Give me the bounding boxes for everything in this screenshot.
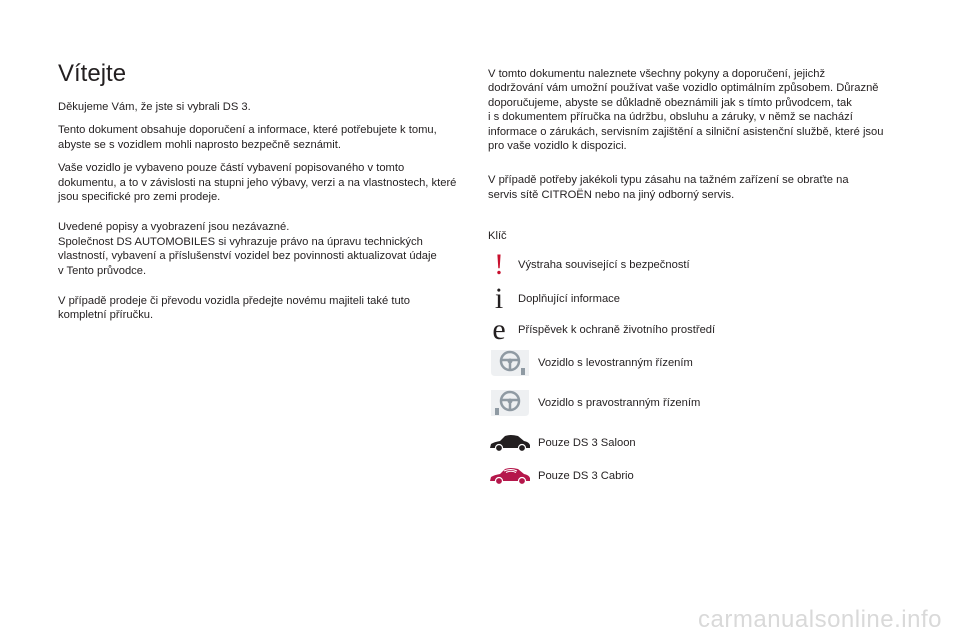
legend-item-environment xyxy=(488,315,715,345)
disclaimer-paragraph: Uvedené popisy a vyobrazení jsou nezávazné. Společnost DS AUTOMOBILES si vyhrazuje právo na úpravu technických vlastností, vybavení a příslušenství vozidel bez povinnosti aktualizovat údaje v Tento průvodce. xyxy=(58,221,437,277)
legend-item-warning xyxy=(488,250,690,280)
page-title: Vítejte xyxy=(58,60,127,87)
instructions-paragraph: V tomto dokumentu naleznete všechny pokyny a doporučení, jejichž dodržování vám umožní používat vaše vozidlo optimálním způsobem. Důrazně doporučujeme, abyste se důkladně obeznámili jak s tímto průvodcem, tak i s dokumentem příručka na údržbu, obsluhu a záruky, v němž se nachází informace o zárukách, servisním zajištění a silniční asistenční službě, které jsou pro vaše vozidlo k dispozici. xyxy=(488,68,884,153)
legend-label: Vozidlo s levostranným řízením xyxy=(538,357,693,369)
legend-label: Doplňující informace xyxy=(518,293,620,305)
left-hand-drive-icon xyxy=(488,346,532,380)
saloon-car-icon xyxy=(488,432,532,454)
legend-label: Pouze DS 3 Cabrio xyxy=(538,470,634,482)
legend-label: Příspěvek k ochraně životního prostředí xyxy=(518,324,716,336)
right-column xyxy=(488,67,898,202)
watermark: carmanualsonline.info xyxy=(698,606,942,633)
document-purpose-paragraph: Tento dokument obsahuje doporučení a informace, které potřebujete k tomu, abyste se s vozidlem mohli naprosto bezpečně seznámit. xyxy=(58,124,437,151)
resale-paragraph: V případě prodeje či převodu vozidla předejte novému majiteli také tuto kompletní příručku. xyxy=(58,295,410,322)
info-icon: i xyxy=(494,282,504,315)
legend-item-info xyxy=(488,284,620,314)
towing-paragraph: V případě potřeby jakékoli typu zásahu na tažném zařízení se obraťte na servis sítě CITROËN nebo na jiný odborný servis. xyxy=(488,174,849,201)
legend-item-left-hand-drive xyxy=(488,346,693,380)
equipment-paragraph: Vaše vozidlo je vybaveno pouze částí vybavení popisovaného v tomto dokumentu, a to v závislosti na stupni jeho výbavy, verzi a na vlastnostech, které jsou specifické pro zemi prodeje. xyxy=(58,162,457,204)
key-title: Klíč xyxy=(488,230,507,242)
warning-icon: ! xyxy=(494,248,504,281)
environment-icon: e xyxy=(492,313,506,346)
legend-item-saloon xyxy=(488,432,636,454)
left-column xyxy=(58,100,463,323)
legend-label: Vozidlo s pravostranným řízením xyxy=(538,397,701,409)
legend-label: Výstraha související s bezpečností xyxy=(518,259,690,271)
legend-item-cabrio xyxy=(488,465,634,487)
right-hand-drive-icon xyxy=(488,386,532,420)
cabrio-car-icon xyxy=(488,465,532,487)
legend-item-right-hand-drive xyxy=(488,386,700,420)
legend-label: Pouze DS 3 Saloon xyxy=(538,437,636,449)
intro-paragraph: Děkujeme Vám, že jste si vybrali DS 3. xyxy=(58,101,251,113)
